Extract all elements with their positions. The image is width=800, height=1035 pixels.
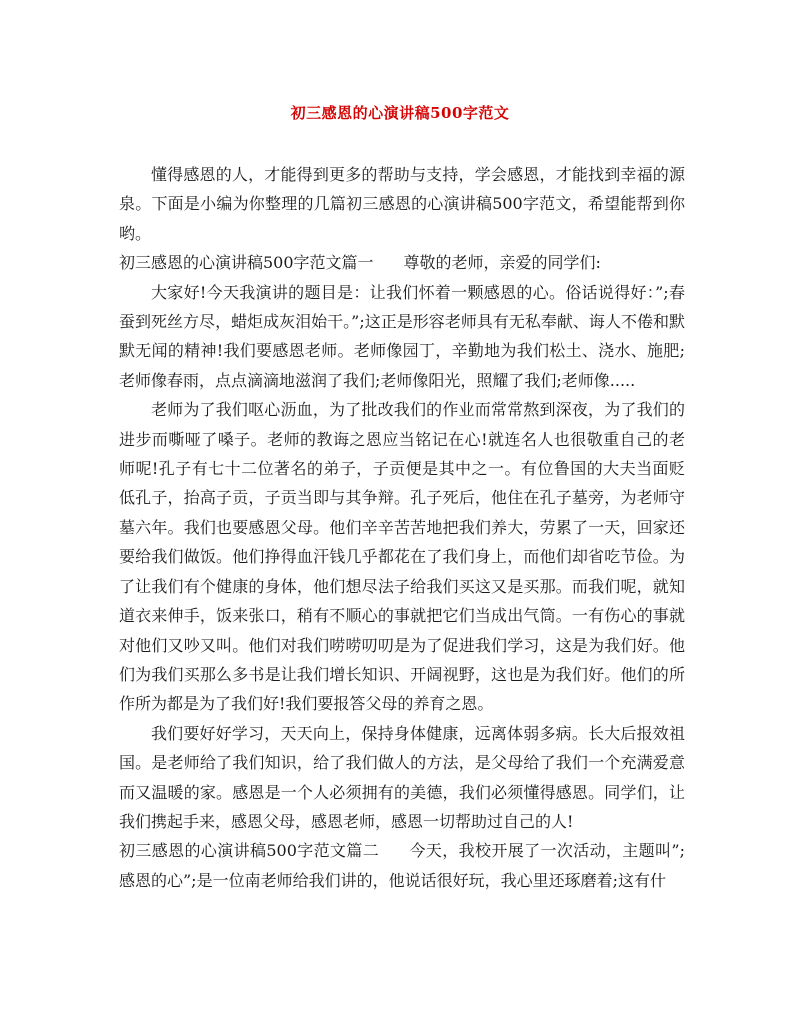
section1-heading-line	[119, 248, 685, 277]
section1-paragraph-2: 老师为了我们呕心沥血，为了批改我们的作业而常常熬到深夜，为了我们的进步而嘶哑了嗓子。老师的教诲之恩应当铭记在心!就连名人也很敬重自己的老师呢!孔子有七十二位著名的弟子，子贡便是其中之一。有位鲁国的大夫当面贬低孔子，抬高子贡，子贡当即与其争辩。孔子死后，他住在孔子墓旁，为老师守墓六年。我们也要感恩父母。他们辛辛苦苦地把我们养大，劳累了一天，回家还要给我们做饭。他们挣得血汗钱几乎都花在了我们身上，而他们却省吃节俭。为了让我们有个健康的身体，他们想尽法子给我们买这又是买那。而我们呢，就知道衣来伸手，饭来张口，稍有不顺心的事就把它们当成出气筒。一有伤心的事就对他们又吵又叫。他们对我们唠唠叨叨是为了促进我们学习，这是为我们好。他们为我们买那么多书是让我们增长知识、开阔视野，这也是为我们好。他们的所作所为都是为了我们好!我们要报答父母的养育之恩。	[119, 400, 685, 714]
section1-paragraph-1: 大家好!今天我演讲的题目是：让我们怀着一颗感恩的心。俗话说得好：”;春蚕到死丝方尽，蜡炬成灰泪始干。”;这正是形容老师具有无私奉献、诲人不倦和默默无闻的精神!我们要感恩老师。老师像园丁，辛勤地为我们松土、浇水、施肥;老师像春雨，点点滴滴地滋润了我们;老师像阳光，照耀了我们;老师像.....	[119, 282, 685, 390]
document-title: 初三感恩的心演讲稿500字范文	[290, 104, 510, 122]
section1-greeting: 尊敬的老师，亲爱的同学们:	[403, 253, 601, 273]
section2-heading: 初三感恩的心演讲稿500字范文篇二	[119, 841, 380, 861]
intro-paragraph: 懂得感恩的人，才能得到更多的帮助与支持，学会感恩，才能找到幸福的源泉。下面是小编为你整理的几篇初三感恩的心演讲稿500字范文，希望能帮到你哟。	[119, 165, 685, 243]
section1-heading: 初三感恩的心演讲稿500字范文篇一	[119, 253, 374, 273]
section2-text: 今天，我校开展了一次活动，主题叫”;感恩的心”;是一位南老师给我们讲的，他说话很好玩，我心里还琢磨着;这有什	[119, 841, 685, 890]
section1-paragraph-3: 我们要好好学习，天天向上，保持身体健康，远离体弱多病。长大后报效祖国。是老师给了我们知识，给了我们做人的方法，是父母给了我们一个充满爱意而又温暖的家。感恩是一个人必须拥有的美德，我们必须懂得感恩。同学们，让我们携起手来，感恩父母，感恩老师，感恩一切帮助过自己的人!	[119, 723, 685, 831]
section2-paragraph	[119, 836, 685, 895]
document-body	[119, 160, 685, 895]
